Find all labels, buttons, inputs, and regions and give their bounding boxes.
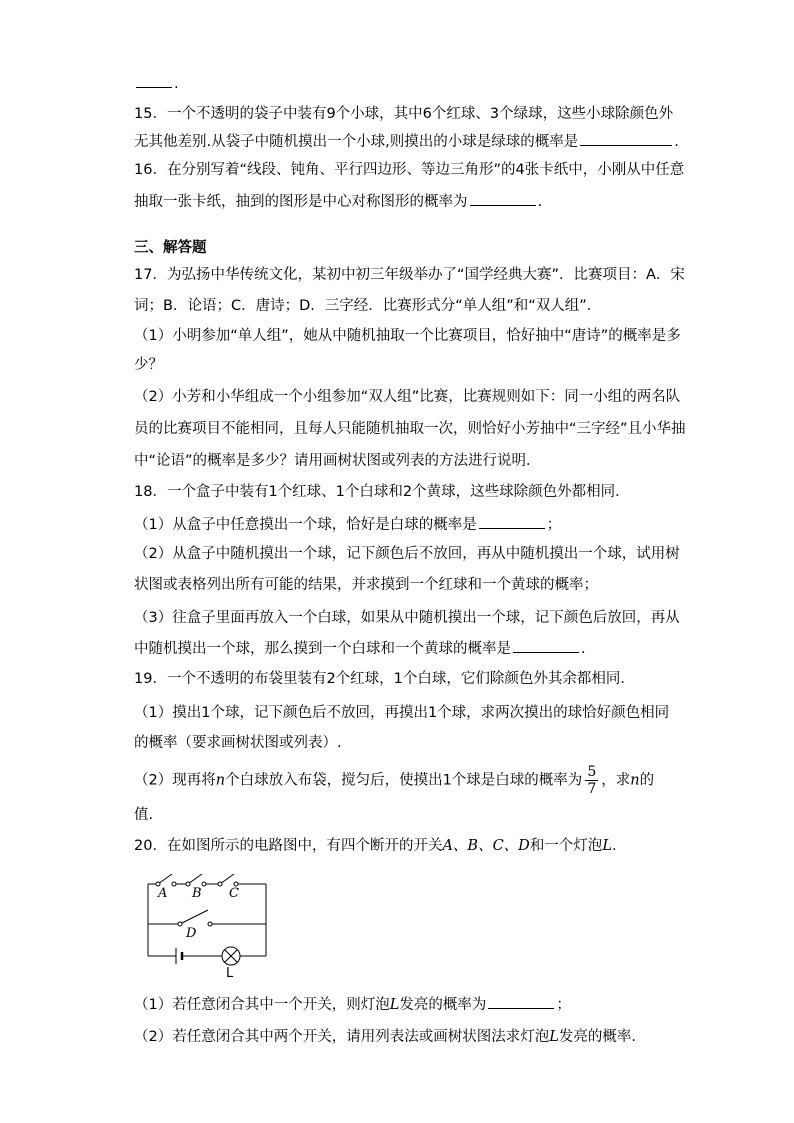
q15-answer-blank[interactable] — [580, 131, 672, 146]
previous-answer-blank-line: . — [134, 73, 179, 94]
q20-line-1: 20．在如图所示的电路图中，有四个断开的开关A、B、C、D和一个灯泡L． — [134, 838, 627, 854]
switch-labels: A、B、C、D — [442, 838, 530, 854]
q18-line-1: 18．一个盒子中装有1个红球、1个白球和2个黄球，这些球除颜色外都相同． — [134, 484, 630, 500]
q15-line-1: 15．一个不透明的袋子中装有9个小球，其中6个红球、3个绿球，这些小球除颜色外 — [134, 106, 674, 122]
fraction-denominator: 7 — [587, 781, 597, 797]
switch-a-blade — [158, 874, 172, 884]
switch-c-contact — [218, 882, 222, 886]
q17-part2-line-1: （2）小芳和小华组成一个小组参加“双人组”比赛，比赛规则如下：同一小组的两名队 — [134, 389, 681, 405]
q19-part1-line-2: 的概率（要求画树状图或列表）. — [134, 735, 342, 751]
answer-blank[interactable] — [136, 73, 172, 88]
variable-n: n — [630, 772, 640, 789]
q17-part1-line-1: （1）小明参加“单人组”，她从中随机抽取一个比赛项目，恰好抽中“唐诗”的概率是多 — [134, 328, 681, 344]
switch-a-contact — [172, 882, 176, 886]
q18-part3-line-1: （3）往盒子里面再放入一个白球，如果从中随机摸出一个球，记下颜色后放回，再从 — [134, 610, 680, 626]
q18-part1-answer-blank[interactable] — [479, 514, 545, 529]
switch-d-label: D — [186, 926, 197, 941]
q17-part2-line-3: 中“论语”的概率是多少？请用画树状图或列表的方法进行说明． — [134, 453, 541, 469]
q19-part1-line-1: （1）摸出1个球，记下颜色后不放回，再摸出1个球，求两次摸出的球恰好颜色相同 — [134, 705, 670, 721]
switch-c-label: C — [229, 886, 239, 901]
bulb-variable: L — [389, 997, 400, 1013]
q17-part2-line-2: 员的比赛项目不能相同，且每人只能随机抽取一次，则恰好小芳抽中“三字经”且小华抽 — [134, 421, 686, 437]
q20-part1-answer-blank[interactable] — [488, 994, 554, 1009]
q16-line-1: 16．在分别写着“线段、钝角、平行四边形、等边三角形”的4张卡纸中，小刚从中任意 — [134, 162, 685, 178]
q19-part2-line-2: 值. — [134, 807, 154, 823]
q18-part3-answer-blank[interactable] — [513, 638, 579, 653]
q15-line-2: 无其他差别.从袋子中随机摸出一个小球,则摸出的小球是绿球的概率是 . — [134, 131, 679, 152]
q18-part2-line-2: 状图或表格列出所有可能的结果，并求摸到一个红球和一个黄球的概率； — [134, 577, 598, 593]
switch-b-contact — [202, 882, 206, 886]
switch-d-contact — [178, 922, 182, 926]
q17-line-2: 词；B．论语；C．唐诗；D．三字经．比赛形式分“单人组”和“双人组”． — [134, 298, 602, 314]
switch-b-label: B — [192, 886, 202, 901]
q16-line-2: 抽取一张卡纸，抽到的图形是中心对称图形的概率为 . — [134, 191, 542, 212]
switch-d-contact — [208, 922, 212, 926]
switch-c-blade — [220, 874, 234, 884]
bulb-variable: L — [602, 838, 612, 854]
switch-d-blade — [180, 910, 208, 924]
q19-line-1: 19．一个不透明的布袋里装有2个红球，1个白球，它们除颜色外其余都相同． — [134, 671, 635, 687]
q18-part2-line-1: （2）从盒子中随机摸出一个球，记下颜色后不放回，再从中随机摸出一个球，试用树 — [134, 546, 680, 562]
switch-a-label: A — [158, 886, 168, 901]
q16-answer-blank[interactable] — [470, 191, 536, 206]
q18-part3-line-2: 中随机摸出一个球，那么摸到一个白球和一个黄球的概率是 . — [134, 638, 586, 659]
q20-part2: （2）若任意闭合其中两个开关，请用列表法或画树状图法求灯泡L发亮的概率． — [134, 1029, 646, 1045]
switch-b-blade — [188, 874, 202, 884]
circuit-diagram — [140, 868, 280, 980]
q20-part1: （1）若任意闭合其中一个开关，则灯泡L发亮的概率为 ； — [134, 994, 571, 1015]
fraction-numerator: 5 — [587, 764, 597, 780]
q18-part1: （1）从盒子中任意摸出一个球，恰好是白球的概率是 ； — [134, 514, 561, 535]
bulb-variable: L — [549, 1029, 559, 1045]
switch-b-contact — [186, 882, 190, 886]
q19-part2-line-1: （2）现再将n个白球放入布袋，搅匀后，使摸出1个球是白球的概率为 $\frac{5}{7}$ ，求n的 — [134, 764, 655, 797]
section-heading: 三、解答题 — [134, 240, 207, 256]
fraction — [585, 764, 598, 797]
variable-n: n — [215, 772, 226, 789]
q17-part1-line-2: 少？ — [134, 357, 163, 373]
bulb-label: L — [226, 966, 234, 980]
q17-line-1: 17．为弘扬中华传统文化，某初中初三年级举办了“国学经典大赛”．比赛项目：A．宋 — [134, 267, 685, 283]
